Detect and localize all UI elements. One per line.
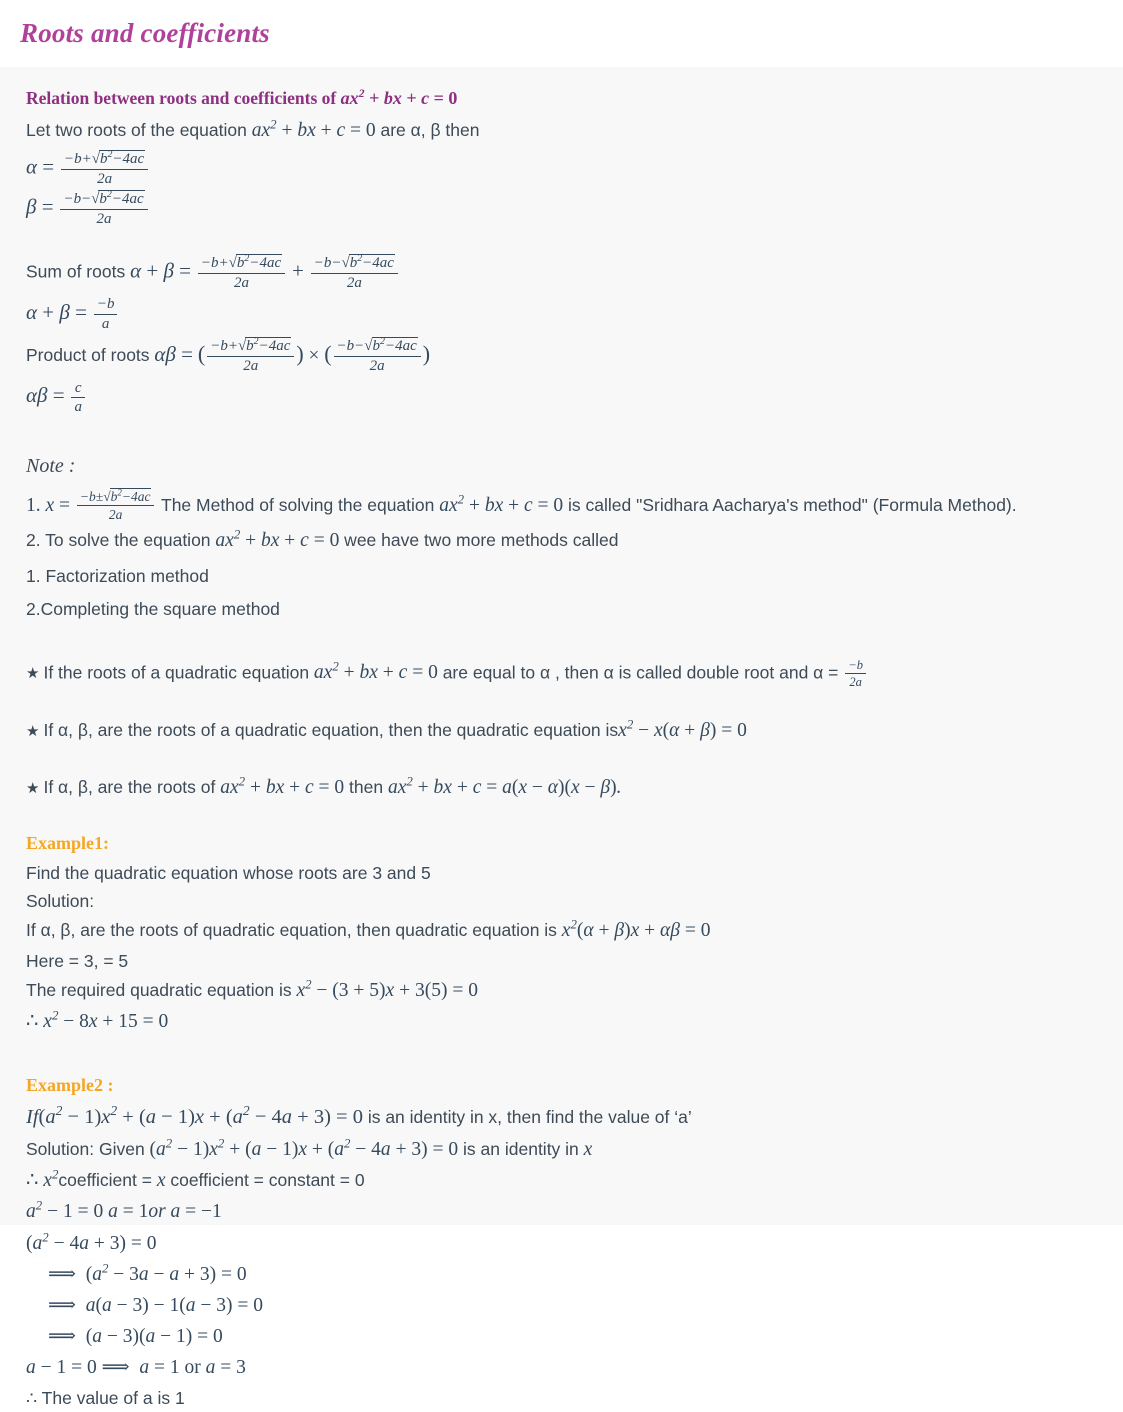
star-icon: ★ (26, 665, 40, 683)
subheading-text: Relation between roots and coefficients of (26, 88, 341, 108)
beta-fraction (60, 190, 147, 228)
note-item-1-equation: $ax^2$ + bx + c = 0 (439, 492, 564, 516)
alpha-fraction (61, 150, 148, 188)
bullet-2-equation: $x^2 - x(\alpha + \beta) = 0$ (618, 717, 747, 741)
example2-question (26, 1102, 1103, 1134)
note-item-1-lhs: 1. x = (26, 494, 71, 516)
bullet-1-equation: $ax^2$ + bx + c = 0 (313, 659, 438, 684)
product-of-roots-result: αβ = $\frac{c}{a}$ (26, 379, 1103, 416)
example1-step-3-text: The required quadratic equation is (26, 979, 297, 1000)
multiply-sign: × (308, 344, 320, 366)
example1-question: Find the quadratic equation whose roots are 3 and 5 (26, 863, 431, 884)
bullet-1-text-a: If the roots of a quadratic equation (43, 662, 314, 683)
note-method-2: 2.Completing the square method (26, 598, 280, 619)
product-of-roots-lhs: αβ = (154, 341, 193, 366)
implies-icon: ⟹ (101, 1357, 130, 1379)
example2-line-quad: $(a^2 - 4a + 3) = 0$ (26, 1230, 157, 1254)
bullet-2-text-a: If α, β, are the roots of a quadratic equation, then the quadratic equation is (43, 719, 619, 740)
bullet-1-text-b: are equal to α , then α is called double root and α = (437, 662, 839, 683)
intro-equation: $ax^2$ + bx + c = 0 (251, 117, 376, 141)
bullet-3-equation-1: $ax^2$ + bx + c = 0 (220, 774, 345, 799)
bullet-3-equation-2: $ax^2$ + bx + c = a(x − α)(x − β). (387, 774, 622, 799)
example2-solution-equation: $(a^2 - 1)x^2 + (a - 1)x + (a^2 - 4a + 3) = 0$ (149, 1136, 459, 1160)
product-term-2: $\frac{-b-√b^2-4ac}{2a}$ (334, 337, 421, 375)
example2-step-2: ⟹ a(a − 3) − 1(a − 3) = 0 (48, 1294, 263, 1316)
note-method-1: 1. Factorization method (26, 565, 209, 586)
sum-of-roots-line (26, 254, 1103, 292)
star-icon: ★ (26, 780, 40, 798)
example1-step-1 (26, 916, 1103, 946)
star-bullet-3 (26, 773, 1103, 803)
note-item-2-equation: $ax^2$ + bx + c = 0 (215, 527, 340, 552)
title-band (0, 0, 1123, 67)
note-item-1 (26, 488, 1103, 522)
beta-symbol: β = (26, 194, 54, 219)
example1-step-4-equation: ∴ $x^2 - 8x + 15 = 0$ (26, 1008, 169, 1032)
intro-line (26, 116, 1103, 146)
sum-of-roots-result: α + β = $\frac{-b}{a}$ (26, 296, 1103, 333)
beta-numerator: $-b-√b^2-4ac$ (60, 190, 147, 210)
example1-step-3-equation: $x^2 - (3 + 5)x + 3(5) = 0$ (296, 977, 478, 1001)
note-item-2-text-a: 2. To solve the equation (26, 530, 216, 551)
example1-step-3 (26, 976, 1103, 1006)
beta-formula (26, 190, 1103, 228)
intro-prefix: Let two roots of the equation (26, 119, 252, 140)
product-term-1: $\frac{-b+√b^2-4ac}{2a}$ (207, 337, 294, 375)
example2-coeff-math: ∴ $x^2$ (26, 1167, 59, 1192)
sum-term-1: $\frac{-b+√b^2-4ac}{2a}$ (198, 254, 285, 292)
example2-question-text: is an identity in x, then find the value of ‘a’ (362, 1107, 692, 1128)
implies-icon: ⟹ (48, 1263, 76, 1285)
alpha-numerator: $-b+√b^2-4ac$ (61, 150, 148, 170)
note-item-2-text-b: wee have two more methods called (339, 530, 619, 551)
implies-icon: ⟹ (48, 1326, 76, 1348)
product-open-paren: ( (197, 340, 206, 366)
bullet-3-text-a: If α, β, are the roots of (43, 777, 221, 798)
alpha-symbol: α = (26, 154, 55, 179)
star-bullet-2 (26, 716, 1103, 746)
note-item-1-text-b: is called "Sridhara Aacharya's method" (Formula Method). (563, 494, 1017, 515)
sum-plus-sign: + (291, 258, 304, 283)
product-close-paren-2: ) (422, 340, 431, 366)
example2-step-1: ⟹ $(a^2 - 3a - a + 3) = 0$ (48, 1261, 247, 1285)
product-of-roots-line (26, 337, 1103, 375)
product-open-paren-2: ( (324, 340, 332, 366)
example2-solution-prefix: Solution: Given (26, 1138, 150, 1159)
example2-coefficient-line (26, 1166, 1103, 1196)
product-close-paren-1: ) (296, 340, 304, 366)
product-of-roots-label: Product of roots (26, 344, 155, 365)
example1-step-2: Here = 3, = 5 (26, 950, 129, 971)
note-item-1-fraction: $\frac{-b\pm√b^2-4ac}{2a}$ (77, 488, 155, 522)
example2-label: Example2 : (26, 1075, 114, 1096)
sum-of-roots-lhs: α + β = (130, 258, 192, 283)
sum-result-fraction: $\frac{-b}{a}$ (94, 296, 118, 333)
note-item-1-text-a: The Method of solving the equation (161, 494, 440, 515)
example1-solution-label: Solution: (26, 891, 95, 912)
bullet-1-fraction: $\frac{-b}{2a}$ (845, 658, 866, 689)
star-icon: ★ (26, 722, 40, 740)
bullet-3-text-b: then (344, 777, 388, 798)
note-item-2 (26, 526, 1103, 556)
sum-term-2: $\frac{-b-√b^2-4ac}{2a}$ (311, 254, 398, 292)
intro-suffix: are α, β then (375, 119, 480, 140)
example2-line-a2: $a^2 - 1 = 0$ a = 1or a = −1 (26, 1198, 222, 1223)
implies-icon: ⟹ (48, 1294, 76, 1316)
beta-denominator: 2a (96, 210, 112, 227)
sum-of-roots-label: Sum of roots (26, 261, 131, 282)
note-heading: Note : (26, 455, 76, 478)
subheading-equation: $ax^2$ + bx + c = 0 (340, 86, 458, 108)
section-subheading (26, 85, 1103, 113)
example2-coeff-x: x (156, 1170, 166, 1192)
alpha-denominator: 2a (97, 170, 113, 187)
example2-solution-suffix-x: x (583, 1138, 593, 1160)
example2-step-4: a − 1 = 0 ⟹ a = 1 or a = 3 (26, 1357, 246, 1379)
star-bullet-1 (26, 658, 1103, 689)
example1-step-1-text: If α, β, are the roots of quadratic equation, then quadratic equation is (26, 920, 562, 941)
example2-step-3: ⟹ (a − 3)(a − 1) = 0 (48, 1326, 223, 1348)
alpha-formula (26, 150, 1103, 188)
example1-label: Example1: (26, 833, 109, 854)
example2-question-equation: $If(a^2 - 1)x^2 + (a - 1)x + (a^2 - 4a + 3) = 0$ (26, 1103, 363, 1129)
example2-coeff-text-a: coefficient = (58, 1170, 157, 1191)
example1-step-1-equation: $x^2(\alpha + \beta)x + \alpha\beta = 0$ (561, 917, 711, 942)
page-title: Roots and coefficients (20, 18, 270, 48)
example2-coeff-text-b: coefficient = constant = 0 (165, 1170, 365, 1191)
example2-solution-suffix: is an identity in (458, 1138, 584, 1159)
product-result-fraction: $\frac{c}{a}$ (71, 380, 85, 417)
example2-solution (26, 1135, 1103, 1165)
example1-step-4 (26, 1007, 1103, 1037)
content-panel (0, 67, 1123, 1408)
example2-conclusion: ∴ The value of a is 1 (26, 1387, 185, 1408)
